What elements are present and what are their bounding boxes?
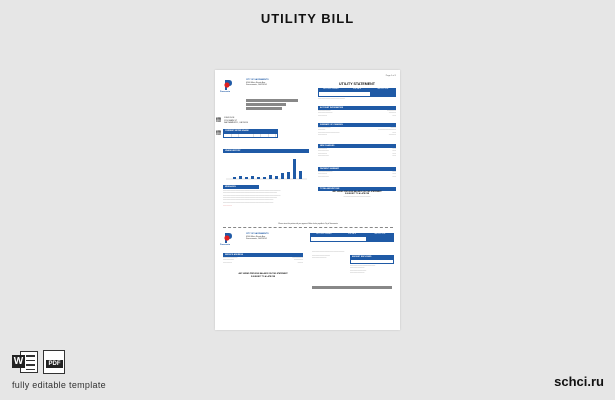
company-logo-icon — [222, 79, 234, 91]
usage-bar — [251, 176, 254, 179]
due-date-label: DUE DATE — [353, 89, 361, 90]
page-number: Page 1 of 1 — [385, 75, 396, 77]
qr-code-icon — [216, 117, 221, 122]
cut-line — [223, 227, 393, 228]
pdf-file-icon — [43, 350, 65, 374]
remit-amount-due-label: AMOUNT DUE — [374, 234, 386, 235]
current-meter-usage-header: CURRENT METER USAGE — [223, 129, 278, 133]
usage-bar — [257, 177, 260, 179]
service-address: SERVICE ADDRESS ———————— —————— —————— ————— ————— ——— — [223, 254, 303, 264]
customer-line-2: 1234 MAIN ST — [224, 119, 238, 122]
remit-account-number-label: ACCOUNT NUMBER — [316, 234, 332, 235]
usage-bar — [269, 175, 272, 179]
account-summary-header — [318, 88, 396, 91]
statement-title: UTILITY STATEMENT — [339, 82, 375, 86]
late-message-1: ANY UNPAID PREVIOUS BALANCE ON THIS STATEMENT — [332, 191, 382, 193]
remit-barcode — [312, 286, 392, 289]
fully-editable-caption: fully editable template — [12, 380, 106, 390]
usage-bar — [281, 173, 284, 179]
customer-line-1: JOHN DOE — [224, 117, 235, 119]
account-information-header: ACCOUNT INFORMATION — [318, 106, 396, 110]
remit-amount-box — [310, 233, 394, 242]
barcode — [246, 103, 286, 106]
account-summary-box: ACCOUNT NUMBER DUE DATE AMOUNT DUE ——————————————— — [318, 88, 396, 100]
company-line-2: 4560 Main Street Ave. — [246, 235, 266, 238]
account-information: ACCOUNT INFORMATION ——————— ————— ———————— ———— ————— —— — [318, 107, 396, 117]
usage-history-header: USAGE HISTORY — [223, 149, 309, 153]
usage-bar — [299, 171, 302, 179]
summary-of-charges-header: SUMMARY OF CHARGES — [318, 123, 396, 127]
messages: MESSAGES ———————————————————————————————— —————————————————————————————— ———————————————————————————————— —————————————————————————————— ———————————————————————————— ———————————————————————————— ————— — [223, 186, 281, 207]
usage-bar — [233, 177, 236, 179]
remit-company-address — [246, 233, 296, 241]
remit-due-date-label: DUE DATE — [348, 234, 356, 235]
usage-bar — [263, 177, 266, 179]
company-line-2: 4560 Main Street Ave. — [246, 81, 266, 84]
remit-late-message-2: IS SUBJECT TO A LATE FEE — [250, 276, 276, 278]
current-meter-usage — [223, 129, 278, 138]
word-badge: W — [13, 356, 24, 367]
company-line-1: CITY OF SACRAMENTO — [246, 233, 269, 235]
company-line-3: Sacramento, CA 95814 — [246, 238, 267, 240]
usage-bar — [287, 172, 290, 179]
amount-enclosed-label: AMOUNT ENCLOSED — [350, 255, 394, 259]
usage-bar — [293, 159, 296, 179]
pdf-badge: PDF — [46, 360, 63, 368]
qr-code-icon — [216, 130, 221, 135]
barcode — [246, 99, 298, 102]
usage-bar — [239, 176, 242, 179]
account-number-label: ACCOUNT NUMBER — [323, 89, 339, 90]
amount-due-label: AMOUNT DUE — [377, 89, 389, 90]
messages-header: MESSAGES — [223, 185, 259, 189]
page-title: UTILITY BILL — [260, 11, 355, 26]
customer-line-3: SACRAMENTO, CA 95814 — [224, 122, 248, 124]
total-amount-due-header: TOTAL AMOUNT DUE — [318, 187, 396, 191]
amount-enclosed — [350, 255, 394, 264]
summary-of-charges: SUMMARY OF CHARGES ——————— ——— ———— —————————— ———————————— —— ————— ———— — [318, 124, 396, 137]
company-line-1: CITY OF SACRAMENTO — [246, 79, 269, 81]
late-message-2: IS SUBJECT TO A LATE FEE — [344, 193, 370, 196]
usage-history — [223, 149, 309, 185]
usage-history-bar-chart — [223, 153, 309, 183]
service-address-header: SERVICE ADDRESS — [223, 253, 303, 257]
logo-text: Panacenta — [220, 91, 231, 93]
logo-text: Panacenta — [220, 244, 231, 246]
new-charges-header: NEW CHARGES — [318, 144, 396, 148]
utility-bill-document: Page 1 of 1 Panacenta CITY OF SACRAMENTO 4560 Main Street Ave. Sacramento, CA 95814 JOHN DOE 1234 MAIN ST SACRAMENTO, CA 95814 UTILITY STATEMENT ACCOUNT NUMBER DUE DATE AMOUNT DUE ——————————————— ACCOUNT INFORMATION ——————— ————— ———————— ———— ————— —— SUMMARY OF CHARGES ——————— ——— ———— —————————— ———————————— —— ————— ———— NEW CHARGES ————— —— —————— —— ————— —— —————— —— PAYMENT SUMMARY ———————— —— ————— —— —————— —— TOTAL AMOUNT DUE ANY UNPAID PREVIOUS BALANCE ON THIS STATEMENT IS SUBJECT TO A LATE FEE ——————————————— CURRENT METER USAGE USAGE HISTORY MESSAGES ———————————————————————————————— —————————————————————————————— ———————————————————————————————— —————————————————————————————— ———————————————————————————— ———————————————————————————— ————— Please return this portion with your payment. Make checks payable to City of Sacramento Panacenta CITY OF SACRAMENTO 4560 Main Street Ave. Sacramento, CA 95814 ACCOUNT NUMBER DUE DATE AMOUNT DUE SERVICE ADDRESS ———————— —————— —————— ————— ————— ——— —————————————————— —————————— ———————— AMOUNT ENCLOSED ANY UNPAID PREVIOUS BALANCE ON THIS STATEMENT IS SUBJECT TO A LATE FEE —————————————— ———————— ————————— ———————— — [215, 70, 400, 330]
word-file-icon — [12, 350, 40, 374]
company-logo-icon — [222, 232, 234, 244]
remit-mailing-address: —————————————— ———————— ————————— ———————— — [350, 265, 376, 274]
company-line-3: Sacramento, CA 95814 — [246, 84, 267, 86]
brand-watermark: schci.ru — [554, 374, 604, 389]
new-charges: NEW CHARGES ————— —— —————— —— ————— —— —————— —— — [318, 145, 396, 158]
payment-summary: PAYMENT SUMMARY ———————— —— ————— —— —————— —— — [318, 168, 396, 178]
barcode — [246, 107, 282, 110]
usage-bar — [275, 176, 278, 179]
payment-summary-header: PAYMENT SUMMARY — [318, 167, 396, 171]
format-icons — [12, 350, 65, 374]
remit-message: Please return this portion with your payment. Make checks payable to City of Sacramento — [278, 224, 338, 225]
customer-address — [224, 117, 248, 125]
remit-late-message-1: ANY UNPAID PREVIOUS BALANCE ON THIS STATEMENT — [238, 273, 288, 275]
usage-bar — [245, 177, 248, 179]
company-address — [246, 79, 296, 87]
total-amount-due: TOTAL AMOUNT DUE ANY UNPAID PREVIOUS BALANCE ON THIS STATEMENT IS SUBJECT TO A LATE FEE ——————————————— — [318, 187, 396, 198]
